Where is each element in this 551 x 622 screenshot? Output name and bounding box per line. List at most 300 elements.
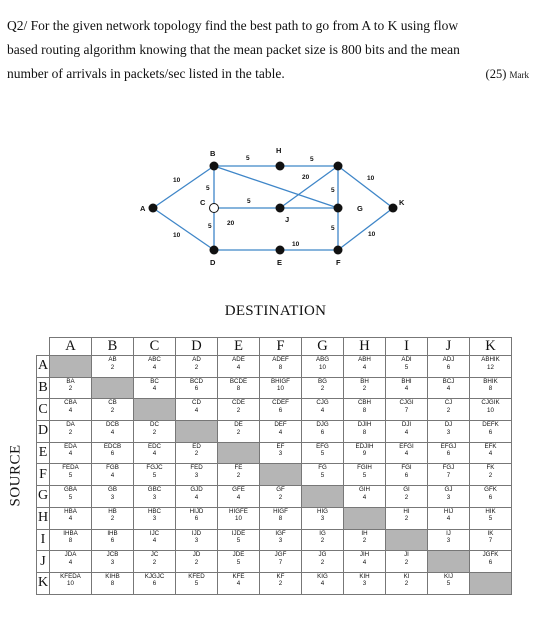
node-h (276, 162, 285, 171)
table-cell (92, 356, 134, 378)
table-cell (260, 551, 302, 573)
cell-count: 2 (362, 537, 367, 545)
table-cell (386, 399, 428, 421)
cell-content (386, 573, 427, 588)
cell-content (386, 464, 427, 479)
cell-count: 4 (68, 558, 73, 566)
column-header: H (344, 338, 386, 356)
cell-path: FGJ (442, 464, 455, 472)
cell-content (92, 508, 133, 523)
cell-content (260, 573, 301, 588)
table-cell (344, 529, 386, 551)
table-cell (344, 442, 386, 464)
table-cell (428, 356, 470, 378)
cell-count: 3 (194, 537, 199, 545)
cell-path: IGF (275, 529, 286, 537)
table-cell (92, 529, 134, 551)
cell-count: 4 (362, 363, 367, 371)
table-cell-diagonal (386, 529, 428, 551)
table-cell-diagonal (344, 507, 386, 529)
table-cell (470, 421, 512, 443)
cell-count: 6 (488, 558, 493, 566)
cell-count: 6 (194, 385, 199, 393)
cell-count: 5 (152, 472, 157, 480)
cell-count: 5 (236, 537, 241, 545)
cell-path: FGJC (146, 464, 163, 472)
cell-count: 2 (320, 558, 325, 566)
cell-path: BA (66, 377, 75, 385)
cell-count: 4 (236, 580, 241, 588)
table-cell (428, 529, 470, 551)
table-cell (176, 442, 218, 464)
link-i-k (338, 166, 393, 208)
table-cell (344, 551, 386, 573)
node-label-d: D (210, 258, 216, 267)
cell-content (92, 551, 133, 566)
table-cell-diagonal (218, 442, 260, 464)
marks-label (486, 62, 529, 87)
cell-path: HIGFE (229, 507, 248, 515)
table-cell (386, 486, 428, 508)
cell-count: 5 (320, 472, 325, 480)
table-cell (260, 529, 302, 551)
table-row (37, 486, 512, 508)
cell-path: JDE (232, 551, 245, 559)
cell-content (134, 508, 175, 523)
table-cell (50, 551, 92, 573)
cell-content (218, 508, 259, 523)
table-cell (50, 399, 92, 421)
cell-content (134, 573, 175, 588)
cell-count: 10 (235, 515, 242, 523)
cell-content (428, 530, 469, 545)
cell-path: KFE (232, 572, 245, 580)
cell-count: 2 (362, 385, 367, 393)
table-cell (428, 507, 470, 529)
row-header: A (37, 356, 50, 378)
table-cell (302, 399, 344, 421)
cell-path: ABC (148, 356, 161, 363)
cell-count: 5 (488, 515, 493, 523)
cell-content (386, 356, 427, 371)
cell-path: CJGI (399, 399, 414, 407)
row-header: E (37, 442, 50, 464)
cell-count: 3 (110, 558, 115, 566)
row-header: D (37, 421, 50, 443)
cell-count: 4 (488, 450, 493, 458)
cell-content (470, 421, 511, 436)
cell-count: 2 (194, 363, 199, 371)
cell-content (470, 508, 511, 523)
cell-path: JGFK (482, 551, 499, 559)
cell-count: 8 (68, 537, 73, 545)
table-cell (176, 399, 218, 421)
cell-path: EFK (484, 442, 497, 450)
node-label-j: J (285, 215, 290, 224)
table-cell (470, 377, 512, 399)
cell-content (50, 573, 91, 588)
cell-path: JCB (106, 551, 119, 559)
table-cell (470, 507, 512, 529)
cell-count: 2 (488, 472, 493, 480)
cell-content (344, 551, 385, 566)
cell-path: GFE (232, 486, 245, 494)
cell-count: 2 (68, 428, 73, 436)
table-cell (134, 486, 176, 508)
cell-path: DJI (401, 421, 412, 429)
cell-count: 3 (446, 537, 451, 545)
cell-count: 5 (362, 472, 367, 480)
table-cell (344, 486, 386, 508)
cell-count: 9 (362, 450, 367, 458)
cell-count: 3 (278, 450, 283, 458)
cell-content (218, 421, 259, 436)
table-cell (386, 421, 428, 443)
cell-path: GJ (444, 486, 453, 494)
cell-count: 7 (404, 406, 409, 414)
cell-count: 4 (194, 493, 199, 501)
cell-content (470, 464, 511, 479)
weight-b-h: 5 (246, 155, 250, 162)
cell-content (302, 399, 343, 414)
cell-count: 5 (404, 363, 409, 371)
cell-count: 2 (110, 515, 115, 523)
weight-j-e: 10 (292, 241, 300, 248)
node-label-b: B (210, 149, 216, 158)
table-row (37, 356, 512, 378)
table-cell (92, 551, 134, 573)
cell-content (92, 486, 133, 501)
cell-path: GB (108, 486, 117, 494)
table-cell (260, 399, 302, 421)
source-axis-label: SOURCE (7, 444, 24, 507)
table-cell (176, 464, 218, 486)
cell-content (92, 399, 133, 414)
cell-count: 6 (152, 580, 157, 588)
table-cell (176, 572, 218, 594)
cell-path: AD (192, 356, 201, 363)
table-cell (50, 486, 92, 508)
cell-count: 4 (68, 515, 73, 523)
cell-path: EF (276, 442, 285, 450)
cell-content (176, 530, 217, 545)
table-cell (344, 399, 386, 421)
cell-path: ABG (315, 356, 330, 363)
cell-path: HIJD (189, 507, 204, 515)
cell-path: DJG (316, 421, 329, 429)
cell-count: 2 (404, 580, 409, 588)
cell-count: 4 (404, 428, 409, 436)
table-row (37, 399, 512, 421)
cell-content (302, 443, 343, 458)
cell-count: 5 (446, 580, 451, 588)
cell-path: JDA (64, 551, 77, 559)
cell-content (176, 443, 217, 458)
cell-path: KIJ (444, 572, 453, 580)
table-cell (302, 421, 344, 443)
table-row (37, 464, 512, 486)
table-row (37, 421, 512, 443)
cell-count: 4 (152, 363, 157, 371)
row-header: C (37, 399, 50, 421)
cell-content (428, 399, 469, 414)
column-header: B (92, 338, 134, 356)
table-cell (50, 572, 92, 594)
cell-path: GIH (358, 486, 370, 494)
cell-count: 2 (446, 406, 451, 414)
cell-path: BCJ (442, 377, 455, 385)
cell-content (218, 356, 259, 371)
cell-count: 3 (152, 493, 157, 501)
cell-content (386, 421, 427, 436)
cell-path: IJC (149, 529, 160, 537)
routing-table-corner (37, 338, 50, 356)
table-cell (260, 421, 302, 443)
marks-word: Mark (509, 70, 529, 80)
cell-content (176, 486, 217, 501)
table-cell (344, 377, 386, 399)
cell-path: DA (66, 421, 75, 429)
column-header: D (176, 338, 218, 356)
cell-count: 4 (110, 472, 115, 480)
node-k (389, 204, 398, 213)
cell-content (344, 421, 385, 436)
cell-path: BHIGF (271, 377, 290, 385)
cell-path: JI (404, 551, 409, 559)
cell-path: EFGJ (440, 442, 457, 450)
cell-content (218, 573, 259, 588)
cell-content (344, 486, 385, 501)
cell-count: 4 (236, 363, 241, 371)
cell-path: DC (150, 421, 159, 429)
cell-path: DJIH (357, 421, 372, 429)
table-cell (428, 377, 470, 399)
table-row (37, 529, 512, 551)
table-cell (428, 464, 470, 486)
table-cell (134, 421, 176, 443)
cell-path: GI (403, 486, 410, 494)
table-cell (428, 442, 470, 464)
cell-content (176, 508, 217, 523)
column-header: E (218, 338, 260, 356)
destination-axis-label: DESTINATION (224, 303, 327, 319)
cell-content (386, 486, 427, 501)
table-cell (134, 442, 176, 464)
table-cell (302, 464, 344, 486)
cell-path: ED (192, 442, 201, 450)
cell-content (50, 464, 91, 479)
cell-count: 3 (194, 472, 199, 480)
cell-path: ABHIK (481, 356, 500, 363)
cell-content (260, 378, 301, 393)
cell-count: 2 (68, 385, 73, 393)
node-g-dot (334, 204, 343, 213)
cell-count: 7 (446, 472, 451, 480)
table-cell (50, 377, 92, 399)
cell-content (428, 378, 469, 393)
table-cell (176, 356, 218, 378)
cell-path: KF (276, 572, 285, 580)
cell-path: CB (108, 399, 117, 407)
cell-count: 4 (362, 493, 367, 501)
table-cell-diagonal (470, 572, 512, 594)
cell-content (92, 356, 133, 371)
cell-count: 2 (278, 580, 283, 588)
cell-content (176, 464, 217, 479)
cell-path: IH (361, 529, 368, 537)
cell-path: KIH (359, 572, 370, 580)
table-cell (260, 507, 302, 529)
cell-content (92, 443, 133, 458)
cell-path: GJD (190, 486, 203, 494)
cell-count: 8 (110, 580, 115, 588)
table-cell (302, 377, 344, 399)
cell-content (134, 486, 175, 501)
cell-path: FG (318, 464, 327, 472)
weight-c-d-vertical: 5 (208, 223, 212, 230)
node-c (210, 204, 219, 213)
cell-count: 6 (446, 450, 451, 458)
table-cell (386, 507, 428, 529)
table-cell (470, 551, 512, 573)
cell-count: 2 (278, 493, 283, 501)
table-cell (92, 442, 134, 464)
cell-count: 4 (152, 537, 157, 545)
cell-content (344, 356, 385, 371)
cell-content (386, 399, 427, 414)
row-header: B (37, 377, 50, 399)
table-cell (134, 377, 176, 399)
cell-content (302, 464, 343, 479)
table-cell (176, 486, 218, 508)
table-cell (218, 572, 260, 594)
table-cell (218, 421, 260, 443)
table-cell (302, 551, 344, 573)
cell-content (386, 551, 427, 566)
table-cell-diagonal (92, 377, 134, 399)
table-cell (92, 464, 134, 486)
cell-path: FED (190, 464, 203, 472)
column-header: G (302, 338, 344, 356)
table-cell (344, 356, 386, 378)
cell-count: 6 (278, 406, 283, 414)
node-label-f: F (336, 258, 341, 267)
cell-content (134, 551, 175, 566)
cell-content (92, 464, 133, 479)
cell-count: 8 (362, 428, 367, 436)
weight-i-k: 10 (367, 175, 375, 182)
column-header: F (260, 338, 302, 356)
cell-content (50, 530, 91, 545)
cell-content (344, 399, 385, 414)
cell-count: 10 (277, 385, 284, 393)
cell-path: IG (319, 529, 326, 537)
cell-path: CJG (316, 399, 329, 407)
cell-count: 4 (194, 406, 199, 414)
table-cell (218, 551, 260, 573)
table-cell (176, 529, 218, 551)
cell-path: HBA (64, 507, 77, 515)
cell-path: EFGI (399, 442, 414, 450)
cell-path: FE (234, 464, 243, 472)
cell-content (260, 508, 301, 523)
cell-path: ADE (232, 356, 245, 363)
table-cell (50, 442, 92, 464)
table-cell (50, 507, 92, 529)
cell-path: BH (360, 377, 369, 385)
node-label-k: K (399, 198, 405, 207)
node-label-g: G (357, 204, 363, 213)
table-cell (302, 442, 344, 464)
cell-content (302, 551, 343, 566)
table-cell (218, 377, 260, 399)
table-cell (344, 464, 386, 486)
cell-count: 6 (320, 428, 325, 436)
cell-path: BCD (189, 377, 204, 385)
table-cell (470, 529, 512, 551)
cell-path: CDEF (272, 399, 289, 407)
table-cell (134, 507, 176, 529)
cell-path: GF (276, 486, 285, 494)
row-header: J (37, 551, 50, 573)
cell-count: 2 (236, 428, 241, 436)
cell-content (260, 551, 301, 566)
cell-path: DJ (444, 421, 453, 429)
table-cell (218, 464, 260, 486)
table-cell (50, 529, 92, 551)
table-cell (134, 551, 176, 573)
cell-count: 2 (236, 472, 241, 480)
weight-c-d: 20 (227, 220, 235, 227)
cell-count: 4 (404, 450, 409, 458)
cell-path: CBH (357, 399, 372, 407)
cell-content (344, 530, 385, 545)
cell-count: 3 (278, 537, 283, 545)
cell-path: IJ (446, 529, 451, 537)
cell-count: 4 (446, 385, 451, 393)
table-cell (260, 356, 302, 378)
cell-content (50, 508, 91, 523)
routing-table-header-row (37, 338, 512, 356)
cell-path: JIH (359, 551, 370, 559)
table-cell (92, 486, 134, 508)
row-header: F (37, 464, 50, 486)
table-row (37, 442, 512, 464)
node-e (276, 246, 285, 255)
cell-count: 3 (152, 515, 157, 523)
cell-path: ADI (401, 356, 412, 363)
cell-content (50, 421, 91, 436)
table-cell-diagonal (50, 356, 92, 378)
cell-count: 12 (487, 363, 494, 371)
table-cell (92, 421, 134, 443)
cell-content (260, 399, 301, 414)
table-cell (302, 529, 344, 551)
cell-path: IK (487, 529, 494, 537)
table-cell (470, 356, 512, 378)
cell-count: 4 (362, 558, 367, 566)
cell-count: 4 (320, 406, 325, 414)
cell-count: 2 (110, 363, 115, 371)
cell-count: 4 (278, 428, 283, 436)
node-b (210, 162, 219, 171)
table-cell (92, 507, 134, 529)
cell-path: DEF (274, 421, 287, 429)
table-cell (344, 421, 386, 443)
cell-path: HI (403, 507, 410, 515)
cell-path: AB (108, 356, 117, 363)
column-header: I (386, 338, 428, 356)
